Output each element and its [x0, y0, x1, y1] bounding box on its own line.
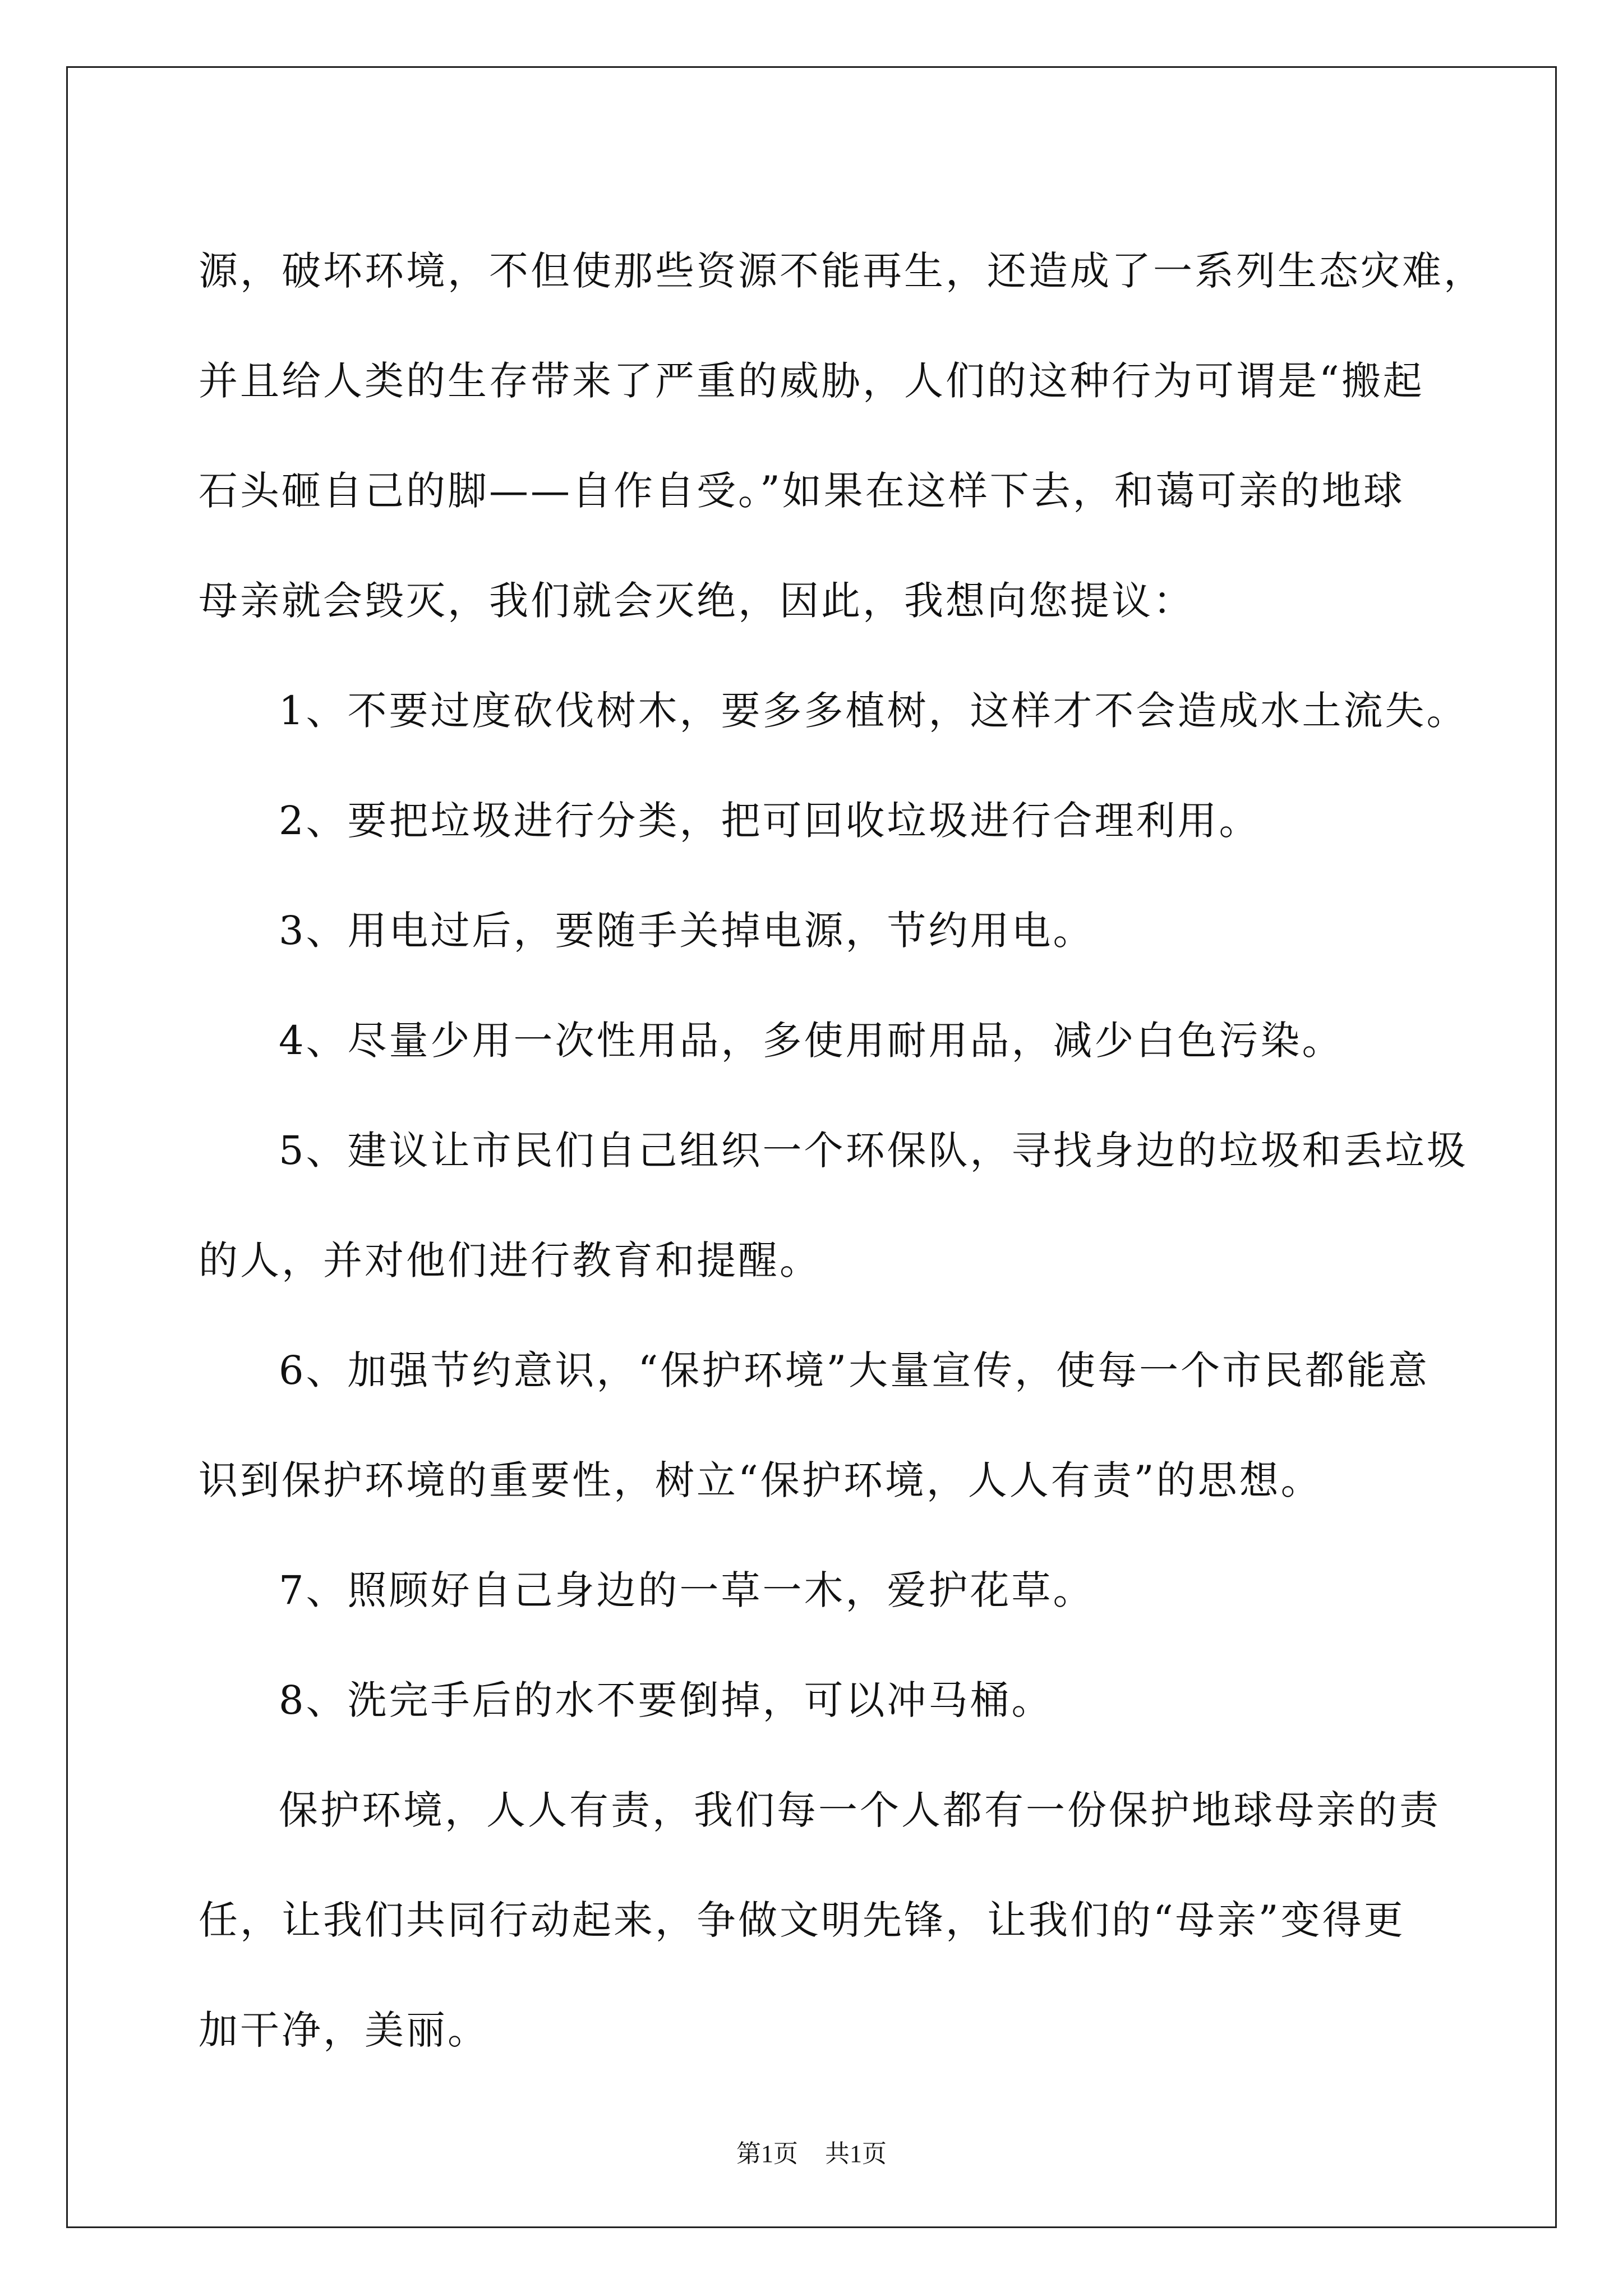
text-line: 4、尽量少用一次性用品，多使用耐用品，减少白色污染。: [279, 1018, 1344, 1064]
text-line: 的人，并对他们进行教育和提醒。: [199, 1237, 821, 1283]
text-line: 任，让我们共同行动起来，争做文明先锋，让我们的“母亲”变得更: [199, 1897, 1405, 1943]
text-line: 识到保护环境的重要性，树立“保护环境，人人有责”的思想。: [199, 1457, 1322, 1503]
text-line: 保护环境，人人有责，我们每一个人都有一份保护地球母亲的责: [279, 1787, 1441, 1833]
text-line: 1、不要过度砍伐树木，要多多植树，这样才不会造成水土流失。: [279, 688, 1468, 734]
text-line: 5、建议让市民们自己组织一个环保队，寻找身边的垃圾和丢垃圾: [279, 1128, 1468, 1174]
text-line: 并且给人类的生存带来了严重的威胁，人们的这种行为可谓是“搬起: [199, 358, 1424, 404]
document-body: [199, 216, 1485, 2085]
text-line: 加干净，美丽。: [199, 2007, 489, 2053]
text-line: 7、照顾好自己身边的一草一木，爱护花草。: [279, 1567, 1095, 1613]
page-number: 第1页: [736, 2140, 798, 2168]
text-line: 8、洗完手后的水不要倒掉，可以冲马桶。: [279, 1677, 1053, 1723]
text-line: 源，破坏环境，不但使那些资源不能再生，还造成了一系列生态灾难，: [199, 248, 1485, 294]
text-line: 6、加强节约意识，“保护环境”大量宣传，使每一个市民都能意: [279, 1347, 1430, 1393]
text-line: 3、用电过后，要随手关掉电源，节约用电。: [279, 908, 1095, 954]
text-line: 石头砸自己的脚——自作自受。”如果在这样下去，和蔼可亲的地球: [199, 468, 1405, 514]
text-line: 母亲就会毁灭，我们就会灭绝，因此，我想向您提议：: [199, 578, 1195, 624]
text-line: 2、要把垃圾进行分类，把可回收垃圾进行合理利用。: [279, 798, 1261, 844]
page-total: 共1页: [825, 2140, 887, 2168]
page-footer: [0, 2138, 1623, 2170]
